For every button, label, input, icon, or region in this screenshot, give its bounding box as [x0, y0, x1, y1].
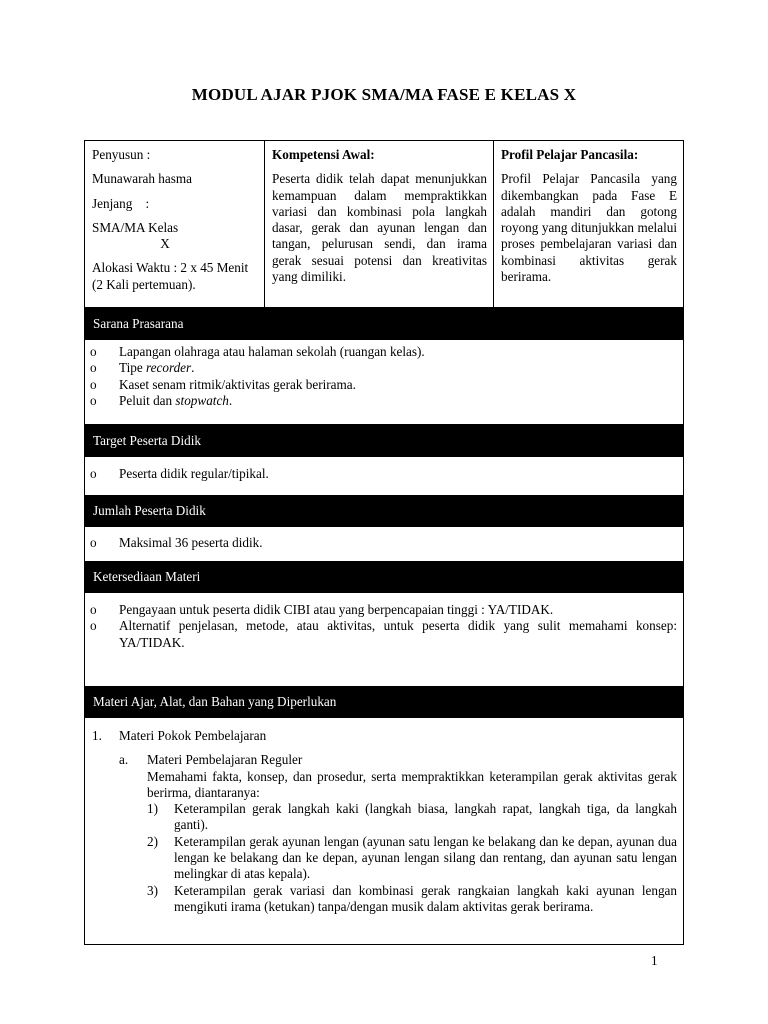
target-item: Peserta didik regular/tipikal. [119, 466, 269, 481]
sarana-body [85, 340, 683, 425]
list-item [147, 801, 677, 834]
item-text: Keterampilan gerak variasi dan kombinasi gerak rangkaian langkah kaki ayunan lengan mengikuti irama (ketukan) tanpa/dengan musik dalam aktivitas gerak berirama. [174, 882, 677, 914]
penyusun-value: Munawarah hasma [92, 171, 192, 187]
profil-column [494, 141, 683, 307]
bullet-marker: o [90, 376, 97, 392]
page-number: 1 [651, 953, 658, 968]
list-item [147, 883, 677, 916]
sarana-item: Tipe recorder. [119, 360, 195, 376]
sarana-heading: Sarana Prasarana [85, 308, 683, 340]
target-heading: Target Peserta Didik [85, 425, 683, 457]
bullet-marker: o [90, 466, 97, 481]
item-number: 1) [147, 801, 158, 817]
materi-sub-letter: a. [119, 752, 129, 768]
bullet-marker: o [90, 392, 97, 408]
materi-heading: Materi Ajar, Alat, dan Bahan yang Diperlukan [85, 686, 683, 718]
target-list [90, 466, 677, 482]
list-item [90, 466, 677, 482]
bullet-marker: o [90, 344, 97, 359]
ketersediaan-body [85, 593, 683, 686]
kompetensi-heading: Kompetensi Awal: [272, 147, 375, 162]
list-item [90, 535, 677, 551]
list-item [90, 602, 677, 618]
list-item [90, 360, 677, 376]
sarana-item: Kaset senam ritmik/aktivitas gerak berirama. [119, 376, 356, 392]
bullet-marker: o [90, 602, 97, 617]
materi-body [85, 718, 683, 944]
module-table [84, 140, 684, 945]
materi-sub-title: Materi Pembelajaran Reguler [147, 752, 303, 768]
list-item [90, 393, 677, 409]
profil-text: Profil Pelajar Pancasila yang dikembangkan pada Fase E adalah mandiri dan gotong royong yang ditunjukkan melalui proses pembelajaran variasi dan kombinasi aktivitas gerak berirama. [501, 171, 677, 285]
item-number: 2) [147, 833, 158, 849]
sarana-item: Lapangan olahraga atau halaman sekolah (ruangan kelas). [119, 344, 425, 359]
profil-heading: Profil Pelajar Pancasila: [501, 147, 639, 162]
ketersediaan-item: Alternatif penjelasan, metode, atau aktivitas, untuk peserta didik yang sulit memahami konsep: YA/TIDAK. [119, 618, 677, 650]
materi-pokok-row [92, 728, 677, 744]
jenjang-label: Jenjang : [92, 195, 150, 211]
kompetensi-column [265, 141, 494, 307]
jumlah-list [90, 535, 677, 551]
list-item [90, 618, 677, 651]
bullet-marker: o [90, 360, 97, 376]
item-number: 3) [147, 882, 158, 898]
list-item [147, 834, 677, 883]
jenjang-value: SMA/MA Kelas [92, 219, 179, 235]
materi-sub-row [119, 752, 677, 768]
jumlah-body [85, 527, 683, 561]
italic-term: recorder [146, 360, 192, 376]
alokasi-waktu: Alokasi Waktu : 2 x 45 Menit (2 Kali pertemuan). [92, 260, 249, 292]
penyusun-label: Penyusun : [92, 147, 151, 162]
list-item [90, 344, 677, 360]
sarana-item: Peluit dan stopwatch. [119, 392, 233, 408]
info-column [85, 141, 265, 307]
sarana-list [90, 344, 677, 409]
ketersediaan-heading: Ketersediaan Materi [85, 561, 683, 593]
materi-pokok: Materi Pokok Pembelajaran [119, 728, 267, 743]
jumlah-heading: Jumlah Peserta Didik [85, 495, 683, 527]
kelas-value: X [160, 236, 170, 252]
page-title: MODUL AJAR PJOK SMA/MA FASE E KELAS X [191, 85, 577, 104]
ketersediaan-list [90, 602, 677, 651]
bullet-marker: o [90, 535, 97, 550]
jumlah-item: Maksimal 36 peserta didik. [119, 535, 263, 550]
item-text: Keterampilan gerak ayunan lengan (ayunan satu lengan ke belakang dan ke depan, ayunan dua lengan ke belakang dan ke depan, ayunan lengan silang dan rentang, dan ayunan satu lengan melingkar di atas kepala). [174, 833, 677, 882]
ketersediaan-item: Pengayaan untuk peserta didik CIBI atau yang berpencapaian tinggi : YA/TIDAK. [119, 602, 554, 617]
materi-number: 1. [92, 728, 102, 743]
list-item [90, 377, 677, 393]
bullet-marker: o [90, 618, 97, 634]
kompetensi-text: Peserta didik telah dapat menunjukkan kemampuan dalam mempraktikkan variasi dan kombinasi pola langkah dasar, gerak dan ayunan lengan dan tangan, pelurusan sendi, dan irama gerak sesuai potensi dan kreativitas yang dimiliki. [272, 171, 487, 285]
header-row [85, 141, 683, 308]
target-body [85, 457, 683, 495]
materi-intro: Memahami fakta, konsep, dan prosedur, serta mempraktikkan keterampilan gerak aktivitas gerak berirma, diantaranya: [147, 768, 677, 800]
italic-term: stopwatch [175, 392, 229, 408]
item-text: Keterampilan gerak langkah kaki (langkah biasa, langkah rapat, langkah tiga, da langkah ganti). [174, 801, 677, 833]
